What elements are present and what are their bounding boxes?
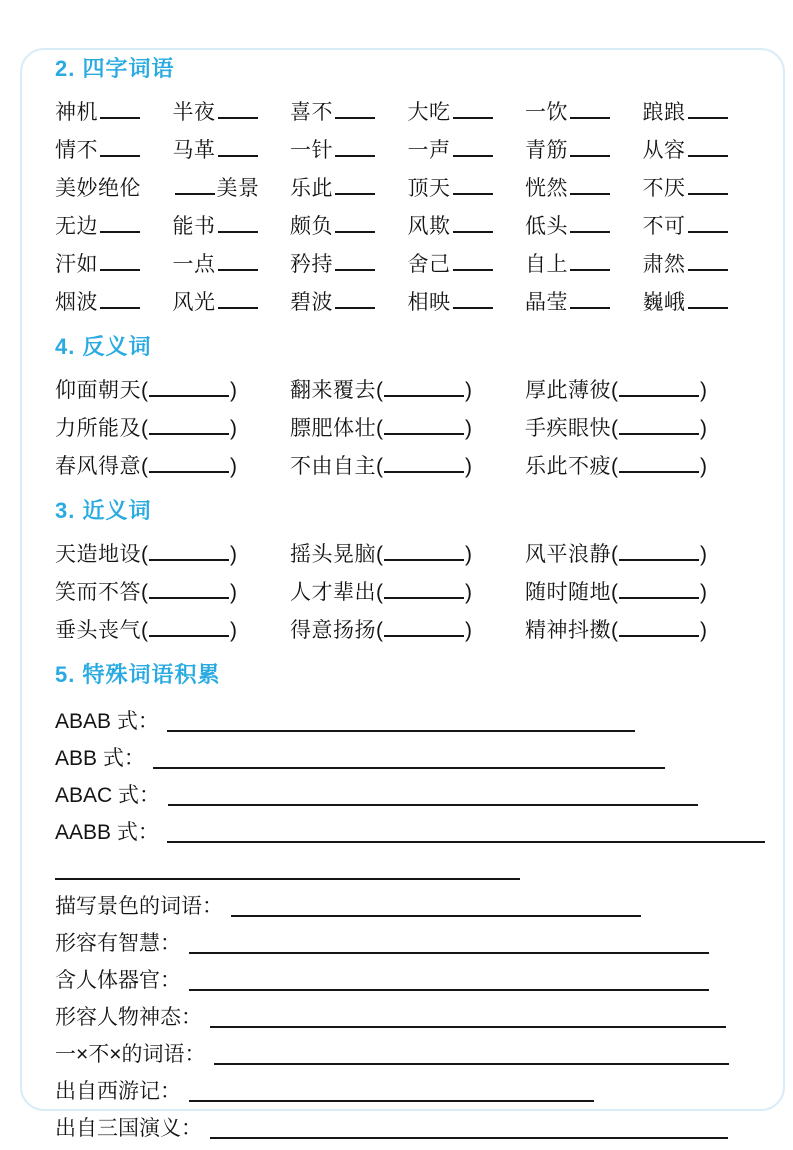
word-cell [173,132,291,170]
word-cell [55,94,173,132]
fill-blank [688,264,728,271]
word-cell [55,612,290,650]
fill-blank [218,150,258,157]
paren-open: ( [611,543,618,566]
word-cell [290,612,525,650]
paren-open: ( [611,581,618,604]
paren-close: ) [230,379,237,402]
paren-open: ( [376,417,383,440]
answer-blank [619,592,699,599]
word-cell [55,536,290,574]
word-cell [290,208,408,246]
word-cell [525,170,643,208]
word-cell [408,170,526,208]
word-row [55,284,760,322]
word-row [55,448,760,486]
fill-blank [218,264,258,271]
labelled-line-row [55,737,760,774]
word-cell [525,132,643,170]
answer-blank [384,592,464,599]
paren-close: ) [230,581,237,604]
word-item: 无边 [55,215,98,238]
word-item: 颇负 [290,215,333,238]
fill-blank [688,302,728,309]
answer-blank [384,630,464,637]
word-row [55,94,760,132]
answer-blank [384,466,464,473]
answer-line [189,952,709,954]
labelled-line-row [55,885,760,922]
paren-open: ( [141,581,148,604]
word-cell [525,410,760,448]
word-row [55,208,760,246]
answer-blank [619,630,699,637]
word-row [55,170,760,208]
paren-close: ) [230,619,237,642]
answer-line [55,878,520,880]
answer-line [153,767,665,769]
labelled-line-row [55,1033,760,1070]
word-item: 半夜 [172,101,216,124]
word-row [55,410,760,448]
fill-blank [570,302,610,309]
word-cell [643,132,761,170]
word-cell [290,536,525,574]
labelled-line-row [55,996,760,1033]
word-cell [55,574,290,612]
word-cell [290,372,525,410]
fill-blank [335,226,375,233]
word-cell [173,246,291,284]
word-cell [55,170,173,208]
word-item: 垂头丧气 [55,619,141,642]
paren-close: ) [700,455,707,478]
word-cell [55,208,173,246]
word-cell [55,284,173,322]
word-item: 神机 [55,101,98,124]
answer-blank [149,466,229,473]
word-cell [525,536,760,574]
word-item: 马革 [172,139,216,162]
word-item: 翻来覆去 [290,379,376,402]
fill-blank [175,188,215,195]
word-cell [408,284,526,322]
word-item: 一声 [407,139,451,162]
word-cell [525,208,643,246]
line-label: 含人体器官： [55,969,181,992]
word-cell [408,246,526,284]
answer-line [168,804,698,806]
word-item: 能书 [172,215,216,238]
answer-blank [619,428,699,435]
word-item: 厚此薄彼 [525,379,611,402]
word-item: 巍峨 [642,291,686,314]
word-cell [525,372,760,410]
word-item: 乐此 [290,177,333,200]
fill-blank [100,112,140,119]
labelled-line-row [55,774,760,811]
fill-blank [218,112,258,119]
word-item: 青筋 [525,139,568,162]
paren-open: ( [141,619,148,642]
fill-blank [453,302,493,309]
answer-line [167,841,765,843]
labelled-line-row [55,922,760,959]
word-cell [525,284,643,322]
word-item: 不由自主 [290,455,376,478]
word-row [55,132,760,170]
line-label: 出自三国演义： [55,1117,202,1140]
paren-close: ) [230,417,237,440]
word-item: 天造地设 [55,543,141,566]
word-item: 风光 [172,291,216,314]
word-cell [173,208,291,246]
word-item: 情不 [55,139,98,162]
paren-close: ) [700,379,707,402]
paren-open: ( [141,543,148,566]
fill-blank [335,150,375,157]
fill-blank [453,112,493,119]
fill-blank [218,226,258,233]
word-cell [290,170,408,208]
word-item: 喜不 [290,101,333,124]
answer-line [210,1026,726,1028]
paren-open: ( [141,379,148,402]
word-item: 一针 [290,139,333,162]
worksheet-content [55,56,760,1150]
fill-blank [688,112,728,119]
fill-blank [335,264,375,271]
fill-blank [453,150,493,157]
word-item: 自上 [525,253,568,276]
word-row [55,574,760,612]
word-item: 低头 [525,215,568,238]
fill-blank [688,188,728,195]
paren-open: ( [376,379,383,402]
word-cell [173,94,291,132]
fill-blank [570,264,610,271]
line-label: ABAB 式： [55,710,159,733]
paren-open: ( [611,379,618,402]
word-item: 顶天 [407,177,451,200]
word-cell [290,410,525,448]
paren-close: ) [465,379,472,402]
word-item: 美景 [216,177,260,200]
answer-blank [149,630,229,637]
paren-close: ) [700,417,707,440]
word-item: 汗如 [55,253,98,276]
paren-close: ) [465,543,472,566]
word-row [55,536,760,574]
paren-open: ( [376,581,383,604]
word-cell [55,372,290,410]
word-cell [525,246,643,284]
answer-blank [149,592,229,599]
answer-line [189,989,709,991]
paren-close: ) [230,543,237,566]
word-item: 晶莹 [525,291,568,314]
line-label: AABB 式： [55,821,159,844]
answer-line [231,915,641,917]
word-item: 力所能及 [55,417,141,440]
paren-open: ( [376,543,383,566]
word-cell [290,284,408,322]
word-item: 舍己 [407,253,451,276]
paren-close: ) [700,619,707,642]
paren-close: ) [465,455,472,478]
word-cell [173,170,291,208]
section-title: 5. 特殊词语积累 [55,662,221,687]
fill-blank [100,226,140,233]
word-item: 一点 [172,253,216,276]
answer-line [210,1137,728,1139]
paren-close: ) [700,543,707,566]
line-label: 一×不×的词语： [55,1043,206,1066]
word-item: 摇头晃脑 [290,543,376,566]
word-cell [173,284,291,322]
word-item: 风欺 [407,215,451,238]
word-item: 不可 [642,215,686,238]
fill-blank [218,302,258,309]
answer-blank [384,554,464,561]
answer-line [189,1100,594,1102]
word-cell [525,574,760,612]
word-item: 仰面朝天 [55,379,141,402]
word-item: 美妙绝伦 [55,177,141,200]
word-item: 随时随地 [525,581,611,604]
word-item: 肃然 [642,253,686,276]
fill-blank [335,112,375,119]
word-cell [408,94,526,132]
line-label: 形容有智慧： [55,932,181,955]
line-label: 形容人物神态： [55,1006,202,1029]
fill-blank [100,302,140,309]
word-item: 相映 [407,291,451,314]
paren-open: ( [611,417,618,440]
word-item: 烟波 [55,291,98,314]
answer-blank [149,390,229,397]
word-cell [55,448,290,486]
line-label: 描写景色的词语： [55,895,223,918]
fill-blank [688,226,728,233]
word-cell [643,208,761,246]
section [55,56,760,322]
line-label: 出自西游记： [55,1080,181,1103]
labelled-line-row [55,848,760,885]
word-item: 笑而不答 [55,581,141,604]
word-item: 不厌 [642,177,686,200]
fill-blank [335,302,375,309]
fill-blank [570,112,610,119]
fill-blank [453,264,493,271]
word-item: 恍然 [525,177,568,200]
word-cell [55,246,173,284]
labelled-line-row [55,1107,760,1144]
answer-blank [384,428,464,435]
answer-blank [384,390,464,397]
word-cell [525,612,760,650]
word-row [55,372,760,410]
word-cell [290,132,408,170]
word-cell [55,132,173,170]
section [55,662,760,1144]
word-cell [55,410,290,448]
word-cell [525,448,760,486]
fill-blank [100,150,140,157]
word-cell [290,94,408,132]
word-item: 膘肥体壮 [290,417,376,440]
word-cell [643,170,761,208]
fill-blank [570,150,610,157]
labelled-line-row [55,811,760,848]
word-cell [290,574,525,612]
answer-blank [619,554,699,561]
fill-blank [100,264,140,271]
answer-blank [619,466,699,473]
fill-blank [688,150,728,157]
word-cell [643,246,761,284]
line-label: ABAC 式： [55,784,161,807]
paren-close: ) [465,619,472,642]
answer-blank [149,554,229,561]
section-title: 3. 近义词 [55,498,152,523]
answer-blank [619,390,699,397]
word-item: 手疾眼快 [525,417,611,440]
word-item: 碧波 [290,291,333,314]
word-item: 人才辈出 [290,581,376,604]
word-item: 春风得意 [55,455,141,478]
paren-open: ( [376,455,383,478]
word-item: 得意扬扬 [290,619,376,642]
labelled-line-row [55,959,760,996]
fill-blank [453,226,493,233]
word-item: 从容 [642,139,686,162]
answer-line [167,730,635,732]
word-cell [643,284,761,322]
labelled-line-row [55,1070,760,1107]
section-title: 4. 反义词 [55,334,152,359]
fill-blank [335,188,375,195]
section-title: 2. 四字词语 [55,56,175,81]
word-cell [525,94,643,132]
paren-open: ( [611,455,618,478]
word-item: 大吃 [407,101,451,124]
word-row [55,246,760,284]
paren-close: ) [230,455,237,478]
word-cell [408,132,526,170]
word-item: 风平浪静 [525,543,611,566]
word-item: 乐此不疲 [525,455,611,478]
word-item: 一饮 [525,101,568,124]
paren-close: ) [700,581,707,604]
word-cell [290,448,525,486]
paren-close: ) [465,417,472,440]
section [55,498,760,650]
answer-blank [149,428,229,435]
paren-open: ( [141,455,148,478]
word-row [55,612,760,650]
section [55,334,760,486]
fill-blank [453,188,493,195]
labelled-line-row [55,700,760,737]
line-label: ABB 式： [55,747,145,770]
word-cell [290,246,408,284]
word-item: 踉踉 [642,101,686,124]
paren-open: ( [611,619,618,642]
fill-blank [570,188,610,195]
paren-open: ( [376,619,383,642]
word-item: 矜持 [290,253,333,276]
fill-blank [570,226,610,233]
paren-close: ) [465,581,472,604]
answer-line [214,1063,729,1065]
word-cell [408,208,526,246]
word-cell [643,94,761,132]
paren-open: ( [141,417,148,440]
word-item: 精神抖擞 [525,619,611,642]
